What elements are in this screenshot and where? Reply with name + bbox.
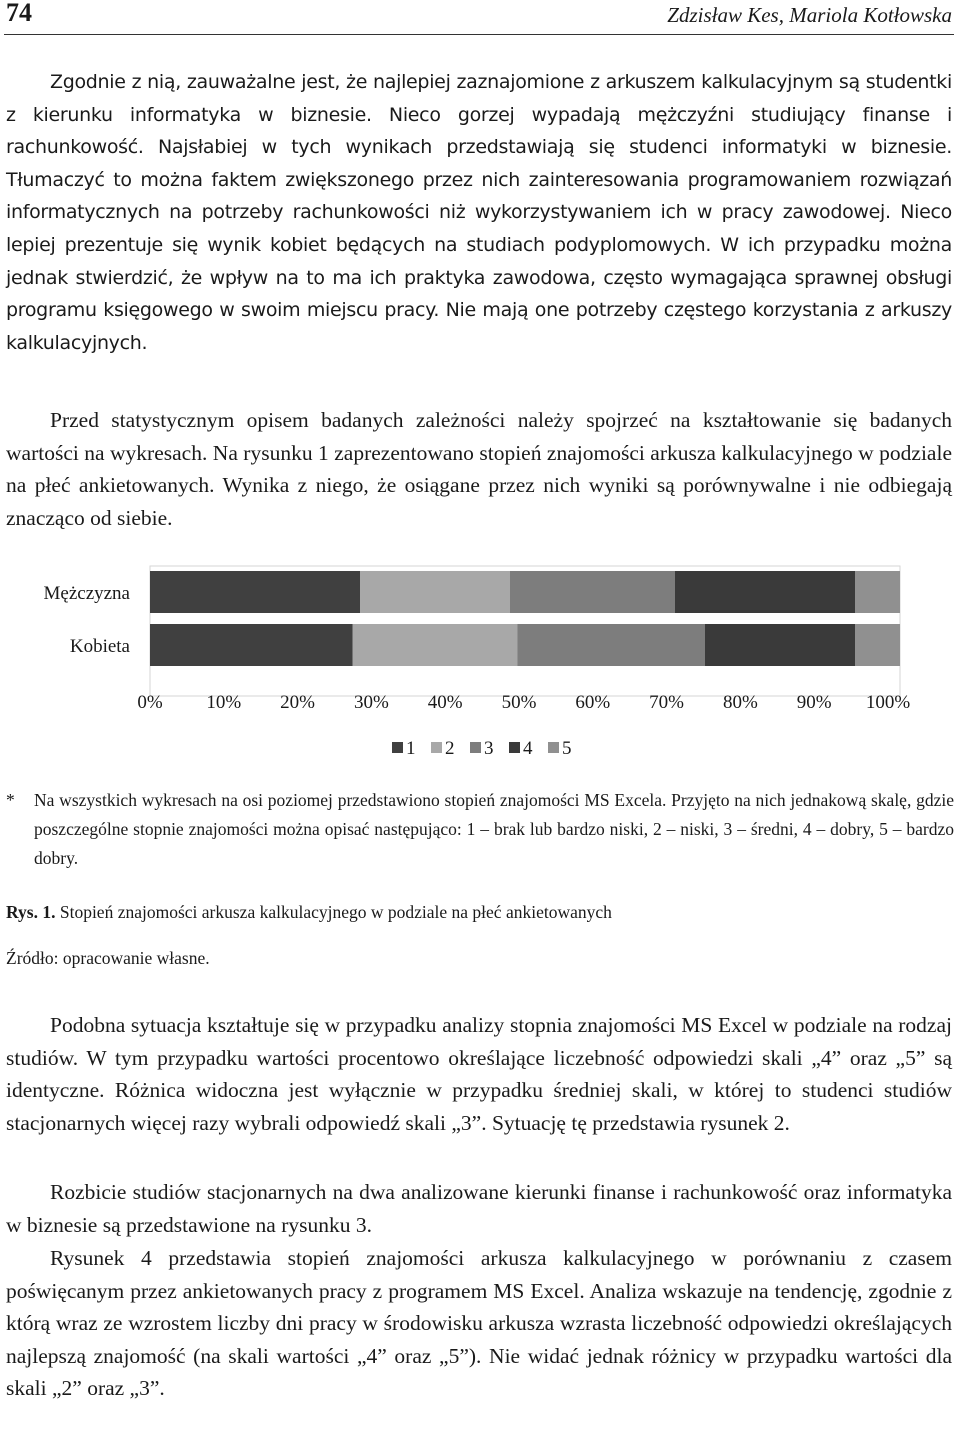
legend-swatch-2: [431, 742, 442, 753]
running-head-authors: Zdzisław Kes, Mariola Kotłowska: [667, 3, 952, 27]
legend-label-2: 2: [445, 738, 455, 759]
figure-source: Źródło: opracowanie własne.: [6, 948, 210, 968]
x-tick-label: 0%: [137, 692, 163, 713]
category-label-1: Kobieta: [69, 636, 130, 657]
legend-label-5: 5: [562, 738, 572, 759]
legend-label-3: 3: [484, 738, 494, 759]
figure-caption: [6, 902, 612, 923]
caption-text: Stopień znajomości arkusza kalkulacyjnego w podziale na płeć ankietowanych: [59, 902, 612, 922]
x-tick-label: 10%: [206, 692, 242, 713]
bar-segment-mężczyzna-4: [675, 571, 855, 613]
figure-1-chart: [0, 556, 960, 776]
bar-segment-mężczyzna-1: [150, 571, 360, 613]
legend-swatch-5: [548, 742, 559, 753]
legend-label-4: 4: [523, 738, 533, 759]
bar-segment-mężczyzna-2: [360, 571, 510, 613]
x-tick-label: 90%: [796, 692, 832, 713]
bar-segment-kobieta-1: [150, 624, 353, 666]
x-tick-label: 40%: [427, 692, 463, 713]
caption-label: Rys. 1.: [6, 902, 56, 922]
category-label-0: Mężczyzna: [43, 583, 130, 604]
page-number: 74: [6, 0, 32, 27]
figure-footnote: [6, 786, 954, 873]
paragraph-5: Rysunek 4 przedstawia stopień znajomości arkusza kalkulacyjnego w porównaniu z czasem poświęcanym przez ankietowanych pracy z programem MS Excel. Analiza wskazuje na tendencję, zgodnie z którą wraz ze wzrostem liczby dni pracy w środowisku arkusza wzrasta liczebność odpowiedzi określających najlepszą znajomość (na skali wartości „4” oraz „5”). Nie widać jednak różnicy w przypadku wartości dla skali „2” oraz „3”.: [6, 1246, 952, 1401]
page-header: [4, 0, 954, 35]
bar-segment-kobieta-4: [705, 624, 855, 666]
bar-segment-kobieta-2: [353, 624, 518, 666]
footnote-text: Na wszystkich wykresach na osi poziomej przedstawiono stopień znajomości MS Excela. Przyjęto na nich jednakową skalę, gdzie poszczególne stopnie znajomości można opisać następująco: 1 – brak lub bardzo niski, 2 – niski, 3 – średni, 4 – dobry, 5 – bardzo dobry.: [34, 790, 954, 868]
legend-swatch-1: [392, 742, 403, 753]
x-tick-label: 80%: [722, 692, 758, 713]
bar-segment-mężczyzna-3: [510, 571, 675, 613]
bar-segment-kobieta-5: [855, 624, 900, 666]
paragraph-1: Zgodnie z nią, zauważalne jest, że najlepiej zaznajomione z arkuszem kalkulacyjnym są studentki z kierunku informatyka w biznesie. Nieco gorzej wypadają mężczyźni studiujący finanse i rachunkowość. Najsłabiej w tych wynikach przedstawiają się studenci informatyki w biznesie. Tłumaczyć to można faktem zwiększonego przez nich zainteresowania programowaniem rozwiązań informatycznych na potrzeby rachunkowości niż wykorzystywaniem ich w pracy zawodowej. Nieco lepiej prezentuje się wynik kobiet będących na studiach podyplomowych. W ich przypadku można jednak stwierdzić, że wpływ na to ma ich praktyka zawodowa, często wymagająca sprawnej obsługi programu księgowego w swoim miejscu pracy. Nie mają one potrzeby częstego korzystania z arkuszy kalkulacyjnych.: [6, 71, 952, 354]
paragraph-2: Przed statystycznym opisem badanych zależności należy spojrzeć na kształtowanie się badanych wartości na wykresach. Na rysunku 1 zaprezentowano stopień znajomości arkusza kalkulacyjnego w podziale na płeć ankietowanych. Wynika z niego, że osiągane przez nich wyniki są porównywalne i nie odbiegają znacząco od siebie.: [6, 408, 952, 530]
x-tick-label: 30%: [353, 692, 389, 713]
x-tick-label: 100%: [865, 692, 911, 713]
x-tick-label: 20%: [280, 692, 316, 713]
bar-segment-kobieta-3: [518, 624, 706, 666]
paragraph-4: Rozbicie studiów stacjonarnych na dwa analizowane kierunki finanse i rachunkowość oraz informatyka w biznesie są przedstawione na rysunku 3.: [6, 1180, 952, 1237]
x-tick-label: 50%: [501, 692, 537, 713]
bar-segment-mężczyzna-5: [855, 571, 900, 613]
legend-swatch-4: [509, 742, 520, 753]
legend-swatch-3: [470, 742, 481, 753]
footnote-marker: *: [6, 790, 15, 810]
stacked-bar-chart: [0, 556, 960, 776]
paragraph-3: Podobna sytuacja kształtuje się w przypadku analizy stopnia znajomości MS Excel w podziale na rodzaj studiów. W tym przypadku wartości procentowo określające liczebność odpowiedzi skali „4” oraz „5” są identyczne. Różnica widoczna jest wyłącznie w przypadku średniej skali, w której to studenci studiów stacjonarnych więcej razy wybrali odpowiedź skali „3”. Sytuację tę przedstawia rysunek 2.: [6, 1013, 952, 1135]
x-tick-label: 70%: [649, 692, 685, 713]
x-tick-label: 60%: [575, 692, 611, 713]
legend-label-1: 1: [406, 738, 416, 759]
